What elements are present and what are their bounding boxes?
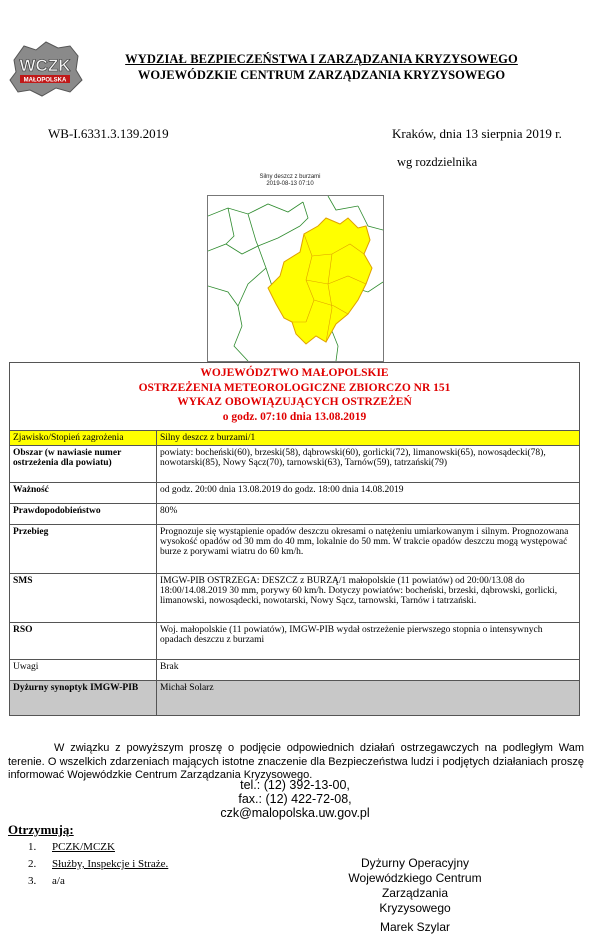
recipients-list [28,839,168,890]
reference-number: WB-I.6331.3.139.2019 [48,126,169,141]
row-value: Brak [157,660,580,681]
header-center: WOJEWÓDZKIE CENTRUM ZARZĄDZANIA KRYZYSOWEGO [137,68,506,82]
row-value: Michał Solarz [157,681,580,716]
row-value: Silny deszcz z burzami/1 [157,431,580,446]
instruction-paragraph: W związku z powyższym proszę o podjęcie odpowiednich działań ostrzegawczych na podległym Wam terenie. O wszelkich zdarzeniach mających istotne znaczenie dla Bezpieczeństwa ludzi i podjętych działaniach proszę informować Wojewódzkie Centrum Zarządzania Kryzysowego. [8,742,584,781]
table-row [10,446,580,483]
table-row [10,574,580,623]
warning-title-region: WOJEWÓDZTWO MAŁOPOLSKIE [200,367,389,379]
map-caption [200,174,380,188]
row-label: RSO [10,623,157,660]
contact-block [200,778,390,820]
warning-title-list: WYKAZ OBOWIĄZUJĄCYCH OSTRZEŻEŃ [177,396,412,408]
row-label: Przebieg [10,525,157,574]
table-row [10,431,580,446]
signature-title: Dyżurny Operacyjny [360,856,470,870]
row-value: powiaty: bocheński(60), brzeski(58), dąbrowski(60), gorlicki(72), limanowski(65), nowosądecki(78), nowotarski(85), Nowy Sącz(70), tarnowski(63), Tarnów(59), tatrzański(79) [157,446,580,483]
row-value: Woj. małopolskie (11 powiatów), IMGW-PIB wydał ostrzeżenie pierwszego stopnia o intensywnych opadach deszczu z burzami [157,623,580,660]
row-label: Ważność [10,483,157,504]
table-row [10,483,580,504]
list-item-text: Służby, Inspekcje i Straże. [52,858,169,870]
contact-fax: fax.: (12) 422-72-08, [238,792,352,806]
warning-title-time: o godz. 07:10 dnia 13.08.2019 [222,410,367,423]
logo-text: WCZK [19,56,71,75]
table-row [10,660,580,681]
header-department: WYDZIAŁ BEZPIECZEŃSTWA I ZARZĄDZANIA KRYZYSOWEGO [125,52,518,66]
row-label: SMS [10,574,157,623]
list-item [28,873,168,890]
list-item [28,856,168,873]
row-value: 80% [157,504,580,525]
table-row [10,525,580,574]
list-item-number: 2. [28,858,37,870]
warning-map [207,195,384,362]
row-label: Zjawisko/Stopień zagrożenia [10,431,157,446]
table-row [10,681,580,716]
row-value: IMGW-PIB OSTRZEGA: DESZCZ z BURZĄ/1 małopolskie (11 powiatów) od 20:00/13.08 do 18:00/14.08.2019 30 mm, porywy 60 km/h. Dotyczy powiatów: bocheński, brzeski, dąbrowski, gorlicki, limanowski, nowosądecki, nowotarski, Nowy Sącz, tarnowski, Tarnów i tatrzański. [157,574,580,623]
row-label: Dyżurny synoptyk IMGW-PIB [10,681,157,716]
row-label: Prawdopodobieństwo [10,504,157,525]
recipients-heading: Otrzymują: [8,822,74,837]
signature-block [330,856,500,916]
list-item-number: 1. [28,841,37,853]
table-row [10,504,580,525]
warning-title [10,363,580,431]
signature-org-cont: Kryzysowego [379,901,451,915]
map-caption-title: Silny deszcz z burzami [259,174,321,180]
map-caption-date: 2019-08-13 07:10 [266,181,314,187]
list-item-text: PCZK/MCZK [52,841,115,853]
contact-email: czk@malopolska.uw.gov.pl [220,806,370,820]
logo-subtext: MAŁOPOLSKA [23,77,67,84]
row-label: Obszar (w nawiasie numer ostrzeżenia dla powiatu) [10,446,157,483]
signature-name: Marek Szylar [379,920,450,934]
row-value: od godz. 20:00 dnia 13.08.2019 do godz. 18:00 dnia 14.08.2019 [157,483,580,504]
warning-table [9,362,580,716]
row-value: Prognozuje się wystąpienie opadów deszczu okresami o natężeniu umiarkowanym i silnym. Prognozowana wysokość opadów od 30 mm do 40 mm, lokalnie do 50 mm. W trakcie opadów deszczu mogą występować burze z porywami wiatru do 60 km/h. [157,525,580,574]
malopolskie-region [268,218,372,344]
place-date: Kraków, dnia 13 sierpnia 2019 r. [392,126,562,141]
contact-tel: tel.: (12) 392-13-00, [240,778,350,792]
list-item-number: 3. [28,875,37,887]
signature-org: Wojewódzkiego Centrum Zarządzania [348,871,482,900]
warning-title-number: OSTRZEŻENIA METEOROLOGICZNE ZBIORCZO NR 151 [138,381,451,394]
table-row [10,623,580,660]
distribution-note: wg rozdzielnika [397,155,478,169]
row-label: Uwagi [10,660,157,681]
list-item [28,839,168,856]
list-item-text: a/a [52,875,65,887]
